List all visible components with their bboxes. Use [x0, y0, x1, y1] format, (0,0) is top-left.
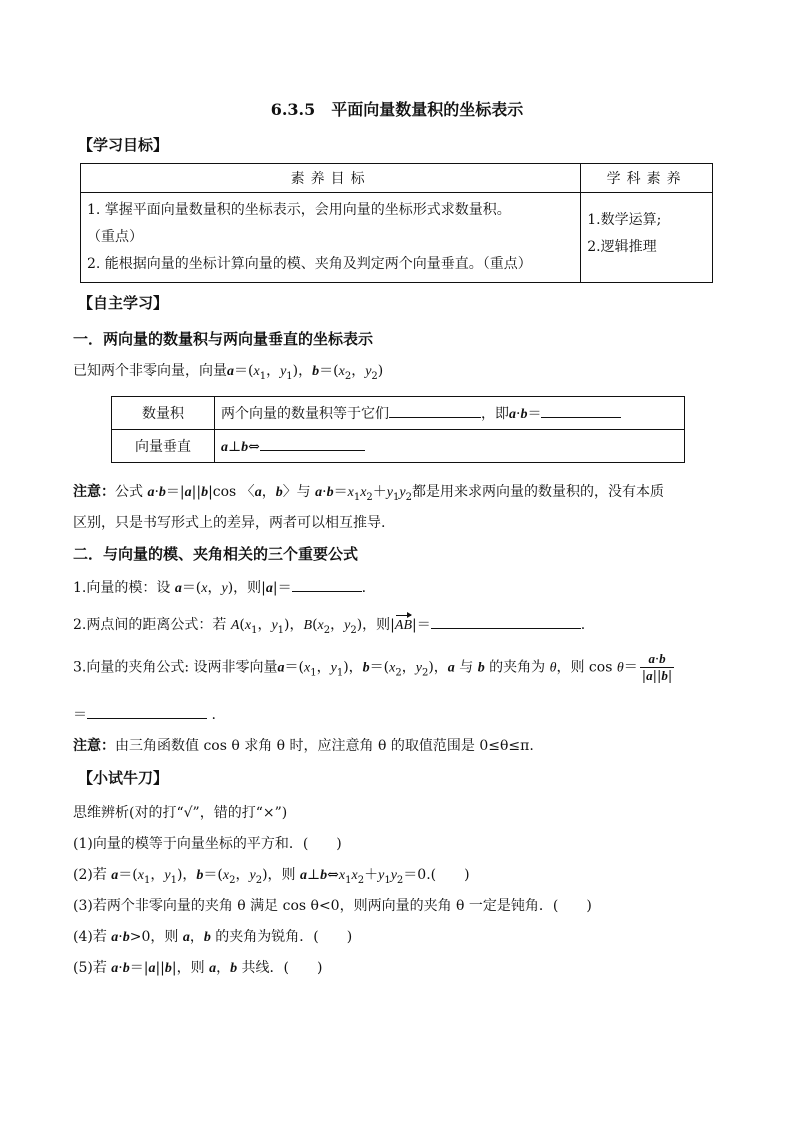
- part1-heading: 一．两向量的数量积与两向量垂直的坐标表示: [73, 330, 374, 348]
- goals-header-goal: 素养目标: [81, 164, 581, 193]
- row-dot-product-key: 数量积: [112, 397, 215, 430]
- goals-table: [80, 163, 713, 283]
- practice-q4: (4)若 a·b>0，则 a，b 的夹角为锐角．( ): [73, 929, 353, 945]
- literacy-1: 1.数学运算;: [587, 212, 662, 228]
- goal-1-cont: （重点）: [87, 229, 143, 245]
- formula-distance: 2.两点间的距离公式：若 $A(x_1$，$y_1$)，$B(x_2$，$y_2$)，则|AB|＝ .: [73, 614, 585, 636]
- row-perpendicular-value: a⊥b⇔: [215, 430, 685, 463]
- formula-angle: 3.向量的夹角公式: 设两非零向量$a=(x_1$，$y_1$)，$b=(x_2$，$y_2$)，a 与 b 的夹角为 θ，则 cos θ＝ $\frac{a\cdot b}{|a||b|}$: [73, 651, 673, 684]
- goals-header-literacy: 学科素养: [581, 164, 713, 193]
- goal-1: 1. 掌握平面向量数量积的坐标表示，会用向量的坐标形式求数量积。: [87, 202, 511, 218]
- section-self-study: 【自主学习】: [78, 294, 169, 312]
- section-goals: 【学习目标】: [78, 136, 169, 154]
- part1-intro: 已知两个非零向量，向量$a=(x_1$，$y_1$)，$b=(x_2$，$y_2$): [73, 363, 384, 382]
- formula-angle-cont: ＝ .: [73, 704, 216, 724]
- row-perpendicular-key: 向量垂直: [112, 430, 215, 463]
- section-practice: 【小试牛刀】: [78, 769, 169, 787]
- part2-note: 注意：由三角函数值 cos θ 求角 θ 时，应注意角 θ 的取值范围是 0≤θ≤π.: [73, 738, 534, 754]
- page-title: 6.3.5 平面向量数量积的坐标表示: [270, 100, 524, 119]
- practice-q5: (5)若 a·b＝|a||b|，则 a，b 共线．( ): [73, 960, 323, 976]
- practice-intro: 思维辨析(对的打“√”，错的打“×”): [73, 805, 288, 821]
- part1-note: 注意：公式 a·b＝|a||b|cos 〈a，b〉与 $a\cdot b=x_1x_2+y_1y_2$都是用来求两向量的数量积的，没有本质: [73, 484, 664, 503]
- practice-q2: (2)若 $a=(x_1$，$y_1$)，$b=(x_2$，$y_2$)，则 $a\perp b\Leftrightarrow x_1x_2+y_1y_2=0$.( ): [73, 867, 470, 886]
- literacy-content: [581, 193, 713, 283]
- formula-table: [111, 396, 685, 463]
- goal-2: 2. 能根据向量的坐标计算向量的模、夹角及判定两个向量垂直。（重点）: [87, 256, 532, 272]
- row-dot-product-value: 两个向量的数量积等于它们 ，即a·b＝: [215, 397, 685, 430]
- goals-content: [81, 193, 581, 283]
- part2-heading: 二．与向量的模、夹角相关的三个重要公式: [73, 545, 359, 563]
- part1-note-cont: 区别，只是书写形式上的差异，两者可以相互推导.: [73, 515, 386, 531]
- formula-magnitude: 1.向量的模：设 a＝(x，y)，则|a|＝ .: [73, 577, 366, 597]
- practice-q1: (1)向量的模等于向量坐标的平方和．( ): [73, 836, 342, 852]
- practice-q3: (3)若两个非零向量的夹角 θ 满足 cos θ<0，则两向量的夹角 θ 一定是钝角．( ): [73, 898, 592, 914]
- literacy-2: 2.逻辑推理: [587, 239, 657, 255]
